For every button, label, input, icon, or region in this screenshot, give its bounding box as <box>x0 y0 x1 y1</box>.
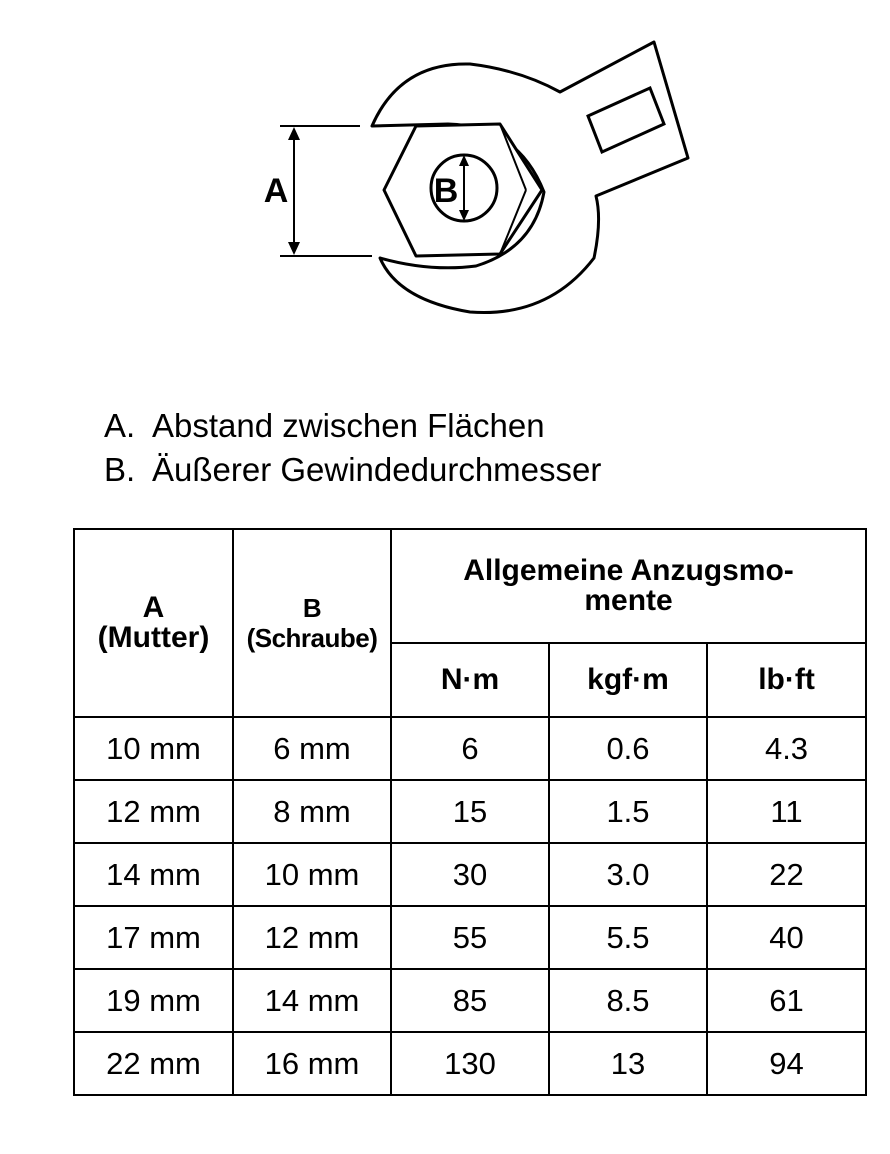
cell-bolt-size: 12 mm <box>233 906 391 969</box>
cell-kgfm: 13 <box>549 1032 707 1095</box>
legend-text: Äußerer Gewindedurchmesser <box>152 451 602 488</box>
cell-nut-size: 12 mm <box>74 780 233 843</box>
table-row <box>74 969 866 1032</box>
legend-letter: A. <box>104 407 136 444</box>
cell-kgfm: 5.5 <box>549 906 707 969</box>
cell-nm: 15 <box>391 780 549 843</box>
cell-nm: 85 <box>391 969 549 1032</box>
column-b-subtitle: (Schraube) <box>246 623 378 653</box>
column-header-a <box>74 529 233 717</box>
cell-lbft: 4.3 <box>707 717 866 780</box>
column-header-b <box>233 529 391 717</box>
label-b: B <box>433 172 459 210</box>
torque-header-line1: Allgemeine Anzugsmo- <box>463 554 794 587</box>
cell-lbft: 40 <box>707 906 866 969</box>
cell-nm: 30 <box>391 843 549 906</box>
arrow-down-icon <box>288 242 300 255</box>
cell-bolt-size: 6 mm <box>233 717 391 780</box>
torque-table <box>73 528 867 1096</box>
cell-nm: 130 <box>391 1032 549 1095</box>
arrow-up-icon <box>288 127 300 140</box>
legend-item-a <box>104 404 601 448</box>
torque-group-header <box>391 529 866 643</box>
cell-kgfm: 0.6 <box>549 717 707 780</box>
cell-nut-size: 19 mm <box>74 969 233 1032</box>
cell-nut-size: 22 mm <box>74 1032 233 1095</box>
unit-header-nm: N·m <box>391 643 549 717</box>
cell-kgfm: 1.5 <box>549 780 707 843</box>
cell-lbft: 11 <box>707 780 866 843</box>
table-row <box>74 843 866 906</box>
cell-kgfm: 3.0 <box>549 843 707 906</box>
cell-nut-size: 10 mm <box>74 717 233 780</box>
cell-lbft: 61 <box>707 969 866 1032</box>
legend-text: Abstand zwischen Flächen <box>152 407 545 444</box>
label-a: A <box>263 172 289 210</box>
cell-nm: 55 <box>391 906 549 969</box>
cell-bolt-size: 16 mm <box>233 1032 391 1095</box>
cell-nut-size: 17 mm <box>74 906 233 969</box>
cell-bolt-size: 8 mm <box>233 780 391 843</box>
cell-lbft: 22 <box>707 843 866 906</box>
column-a-title: A <box>142 591 165 624</box>
legend <box>104 404 601 492</box>
unit-header-kgfm: kgf·m <box>549 643 707 717</box>
table-row <box>74 717 866 780</box>
cell-lbft: 94 <box>707 1032 866 1095</box>
wrench-nut-diagram <box>0 0 890 340</box>
column-b-title: B <box>302 593 322 623</box>
cell-nm: 6 <box>391 717 549 780</box>
table-row <box>74 1032 866 1095</box>
cell-kgfm: 8.5 <box>549 969 707 1032</box>
legend-item-b <box>104 448 601 492</box>
cell-bolt-size: 10 mm <box>233 843 391 906</box>
torque-header-line2: mente <box>584 584 673 617</box>
legend-letter: B. <box>104 451 136 488</box>
table-row <box>74 780 866 843</box>
table-row <box>74 906 866 969</box>
column-a-subtitle: (Mutter) <box>97 621 210 654</box>
unit-header-lbft: lb·ft <box>707 643 866 717</box>
cell-bolt-size: 14 mm <box>233 969 391 1032</box>
cell-nut-size: 14 mm <box>74 843 233 906</box>
